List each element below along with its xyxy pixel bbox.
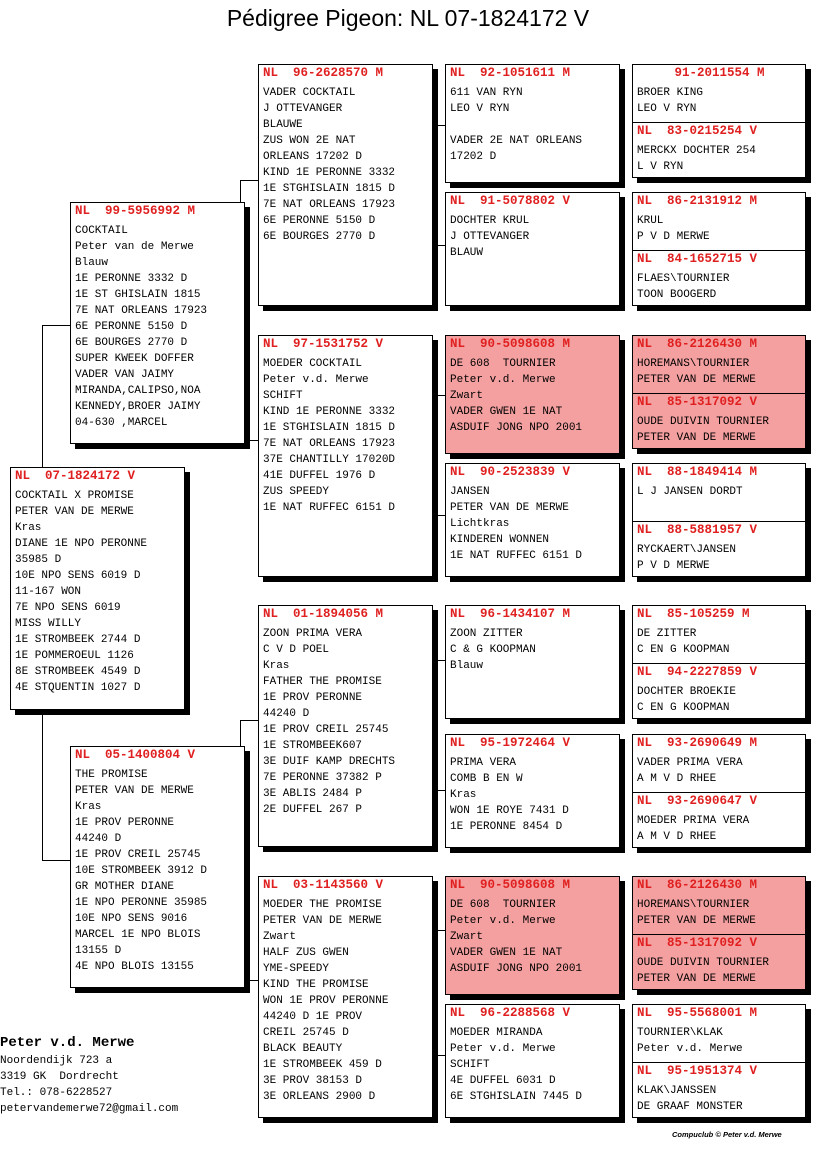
info-line: ASDUIF JONG NPO 2001 bbox=[450, 422, 583, 434]
pigeon-card-ancestor-pair bbox=[632, 1004, 806, 1118]
info-line: 1E PROV PERONNE bbox=[263, 692, 363, 704]
info-line: A M V D RHEE bbox=[637, 773, 717, 785]
info-line: Lichtkras bbox=[450, 518, 510, 530]
owner-email: petervandemerwe72@gmail.com bbox=[0, 1103, 179, 1115]
info-line: 35985 D bbox=[15, 554, 62, 566]
owner-name: Peter v.d. Merwe bbox=[0, 1035, 135, 1051]
pigeon-card-ancestor-pair bbox=[632, 734, 806, 848]
info-line: PETER VAN DE MERWE bbox=[263, 915, 382, 927]
info-line: Zwart bbox=[263, 931, 297, 943]
pigeon-card-sire bbox=[70, 202, 245, 444]
info-line: 1E STROMBEEK 459 D bbox=[263, 1059, 382, 1071]
info-line: 44240 D bbox=[75, 833, 122, 845]
pigeon-card-dam bbox=[70, 746, 245, 988]
info-line: 1E PERONNE 3332 D bbox=[75, 273, 188, 285]
info-line: DE 608 TOURNIER bbox=[450, 358, 556, 370]
pigeon-card-grandparent bbox=[258, 64, 433, 306]
info-line: CREIL 25745 D bbox=[263, 1027, 349, 1039]
info-line: 44240 D 1E PROV bbox=[263, 1011, 363, 1023]
info-line: PETER VAN DE MERWE bbox=[637, 432, 756, 444]
info-line: Zwart bbox=[450, 390, 484, 402]
pigeon-card-ancestor-pair bbox=[632, 605, 806, 719]
ring-number: NL 96-2628570 M bbox=[263, 66, 384, 80]
connector-line bbox=[42, 325, 70, 326]
pigeon-card-grandparent bbox=[258, 876, 433, 1118]
info-line: PETER VAN DE MERWE bbox=[637, 973, 756, 985]
info-line: KLAK\JANSSEN bbox=[637, 1085, 717, 1097]
connector-line bbox=[42, 710, 43, 860]
info-line: COCKTAIL X PROMISE bbox=[15, 490, 134, 502]
info-line: 611 VAN RYN bbox=[450, 87, 523, 99]
info-line: 6E BOURGES 2770 D bbox=[75, 337, 188, 349]
info-line: HALF ZUS GWEN bbox=[263, 947, 349, 959]
info-line: ZOON ZITTER bbox=[450, 628, 523, 640]
info-line: 7E NAT ORLEANS 17923 bbox=[263, 438, 396, 450]
ring-number: NL 94-2227859 V bbox=[637, 665, 758, 679]
info-line: 10E NPO SENS 6019 D bbox=[15, 570, 141, 582]
info-line: 04-630 ,MARCEL bbox=[75, 417, 168, 429]
info-line: 37E CHANTILLY 17020D bbox=[263, 454, 396, 466]
info-line: 7E PERONNE 37382 P bbox=[263, 772, 382, 784]
info-line: WON 1E ROYE 7431 D bbox=[450, 805, 569, 817]
info-line: 1E NAT RUFFEC 6151 D bbox=[450, 550, 583, 562]
info-line: ORLEANS 17202 D bbox=[263, 151, 363, 163]
info-line: P V D MERWE bbox=[637, 560, 710, 572]
connector-line bbox=[240, 180, 258, 181]
pigeon-card-subject bbox=[10, 467, 185, 710]
info-line: C & G KOOPMAN bbox=[450, 644, 536, 656]
pigeon-card-great-grandparent bbox=[445, 64, 620, 183]
ring-number: 91-2011554 M bbox=[637, 66, 765, 80]
info-line: 1E PERONNE 8454 D bbox=[450, 821, 563, 833]
info-line: OUDE DUIVIN TOURNIER bbox=[637, 416, 770, 428]
info-line: Kras bbox=[263, 660, 290, 672]
pigeon-card-ancestor-pair bbox=[632, 64, 806, 178]
info-line: 6E BOURGES 2770 D bbox=[263, 231, 376, 243]
info-line: COCKTAIL bbox=[75, 225, 128, 237]
info-line: 1E ST GHISLAIN 1815 bbox=[75, 289, 201, 301]
pigeon-card-great-grandparent bbox=[445, 463, 620, 577]
info-line: PETER VAN DE MERWE bbox=[637, 915, 756, 927]
info-line: 1E POMMEROEUL 1126 bbox=[15, 650, 134, 662]
info-line: 1E PROV CREIL 25745 bbox=[75, 849, 201, 861]
info-line: DE ZITTER bbox=[637, 628, 697, 640]
pigeon-card-grandparent bbox=[258, 605, 433, 847]
info-line: 44240 D bbox=[263, 708, 310, 720]
info-line: MOEDER THE PROMISE bbox=[263, 899, 382, 911]
info-line: Blauw bbox=[75, 257, 109, 269]
info-line: BLAUW bbox=[450, 247, 484, 259]
info-line: GR MOTHER DIANE bbox=[75, 881, 175, 893]
info-line: HOREMANS\TOURNIER bbox=[637, 899, 750, 911]
info-line: 1E STROMBEEK 2744 D bbox=[15, 634, 141, 646]
info-line: ZUS SPEEDY bbox=[263, 486, 330, 498]
ring-number: NL 83-0215254 V bbox=[637, 124, 758, 138]
info-line: 2E DUFFEL 267 P bbox=[263, 804, 363, 816]
info-line: Zwart bbox=[450, 931, 484, 943]
info-line: 3E PROV 38153 D bbox=[263, 1075, 363, 1087]
info-line: C EN G KOOPMAN bbox=[637, 702, 730, 714]
pigeon-card-great-grandparent bbox=[445, 734, 620, 848]
info-line: 3E ORLEANS 2900 D bbox=[263, 1091, 376, 1103]
info-line: Blauw bbox=[450, 660, 484, 672]
pigeon-card-ancestor-pair bbox=[632, 876, 806, 990]
info-line: JANSEN bbox=[450, 486, 490, 498]
info-line: PETER VAN DE MERWE bbox=[450, 502, 569, 514]
pigeon-card-ancestor-pair bbox=[632, 192, 806, 306]
ring-number: NL 97-1531752 V bbox=[263, 337, 384, 351]
pigeon-card-great-grandparent bbox=[445, 335, 620, 454]
info-line: L V RYN bbox=[637, 161, 684, 173]
info-line: Kras bbox=[15, 522, 42, 534]
info-line: OUDE DUIVIN TOURNIER bbox=[637, 957, 770, 969]
info-line: THE PROMISE bbox=[75, 769, 148, 781]
footer-credit: Compuclub © Peter v.d. Merwe bbox=[672, 1130, 782, 1139]
ring-number: NL 01-1894056 M bbox=[263, 607, 384, 621]
info-line: RYCKAERT\JANSEN bbox=[637, 544, 737, 556]
info-line: 7E NAT ORLEANS 17923 bbox=[75, 305, 208, 317]
ring-number: NL 95-1951374 V bbox=[637, 1064, 758, 1078]
owner-city: 3319 GK Dordrecht bbox=[0, 1071, 119, 1083]
info-line: C EN G KOOPMAN bbox=[637, 644, 730, 656]
info-line: Peter v.d. Merwe bbox=[450, 1043, 556, 1055]
ring-number: NL 93-2690647 V bbox=[637, 794, 758, 808]
ring-number: NL 05-1400804 V bbox=[75, 748, 196, 762]
ring-number: NL 90-2523839 V bbox=[450, 465, 571, 479]
info-line: VADER COCKTAIL bbox=[263, 87, 356, 99]
info-line: C V D POEL bbox=[263, 644, 330, 656]
info-line: 1E PROV PERONNE bbox=[75, 817, 175, 829]
info-line: 6E PERONNE 5150 D bbox=[75, 321, 188, 333]
info-line: L J JANSEN DORDT bbox=[637, 486, 743, 498]
info-line: MOEDER COCKTAIL bbox=[263, 358, 363, 370]
connector-line bbox=[240, 720, 258, 721]
info-line: VADER 2E NAT ORLEANS bbox=[450, 135, 583, 147]
info-line: 1E NAT RUFFEC 6151 D bbox=[263, 502, 396, 514]
ring-number: NL 90-5098608 M bbox=[450, 878, 571, 892]
info-line: ZOON PRIMA VERA bbox=[263, 628, 363, 640]
pigeon-card-grandparent bbox=[258, 335, 433, 577]
info-line: 10E STROMBEEK 3912 D bbox=[75, 865, 208, 877]
info-line: FLAES\TOURNIER bbox=[637, 273, 730, 285]
info-line: SCHIFT bbox=[263, 390, 303, 402]
info-line: COMB B EN W bbox=[450, 773, 523, 785]
info-line: Kras bbox=[450, 789, 477, 801]
ring-number: NL 86-2126430 M bbox=[637, 337, 758, 351]
pigeon-card-great-grandparent bbox=[445, 192, 620, 306]
info-line: Kras bbox=[75, 801, 102, 813]
info-line: PRIMA VERA bbox=[450, 757, 517, 769]
info-line: DIANE 1E NPO PERONNE bbox=[15, 538, 148, 550]
info-line: Peter v.d. Merwe bbox=[450, 374, 556, 386]
ring-number: NL 88-5881957 V bbox=[637, 523, 758, 537]
info-line: DOCHTER BROEKIE bbox=[637, 686, 737, 698]
info-line: 11-167 WON bbox=[15, 586, 82, 598]
info-line: PETER VAN DE MERWE bbox=[15, 506, 134, 518]
info-line: 4E NPO BLOIS 13155 bbox=[75, 961, 194, 973]
info-line: MOEDER PRIMA VERA bbox=[637, 815, 750, 827]
info-line: MOEDER MIRANDA bbox=[450, 1027, 543, 1039]
info-line: LEO V RYN bbox=[637, 103, 697, 115]
ring-number: NL 96-2288568 V bbox=[450, 1006, 571, 1020]
info-line: 13155 D bbox=[75, 945, 122, 957]
info-line: Peter van de Merwe bbox=[75, 241, 194, 253]
info-line: DOCHTER KRUL bbox=[450, 215, 530, 227]
info-line: P V D MERWE bbox=[637, 231, 710, 243]
info-line: 4E DUFFEL 6031 D bbox=[450, 1075, 556, 1087]
ring-number: NL 99-5956992 M bbox=[75, 204, 196, 218]
pigeon-card-ancestor-pair bbox=[632, 335, 806, 449]
ring-number: NL 85-105259 M bbox=[637, 607, 750, 621]
info-line: MARCEL 1E NPO BLOIS bbox=[75, 929, 201, 941]
info-line: BROER KING bbox=[637, 87, 704, 99]
info-line: TOURNIER\KLAK bbox=[637, 1027, 723, 1039]
info-line: TOON BOOGERD bbox=[637, 289, 717, 301]
info-line: 10E NPO SENS 9016 bbox=[75, 913, 188, 925]
info-line: LEO V RYN bbox=[450, 103, 510, 115]
info-line: J OTTEVANGER bbox=[263, 103, 343, 115]
owner-contact bbox=[0, 1033, 178, 1117]
info-line: PETER VAN DE MERWE bbox=[637, 374, 756, 386]
info-line: SUPER KWEEK DOFFER bbox=[75, 353, 194, 365]
info-line: VADER PRIMA VERA bbox=[637, 757, 743, 769]
ring-number: NL 88-1849414 M bbox=[637, 465, 758, 479]
info-line: HOREMANS\TOURNIER bbox=[637, 358, 750, 370]
pigeon-card-great-grandparent bbox=[445, 876, 620, 995]
info-line: 41E DUFFEL 1976 D bbox=[263, 470, 376, 482]
ring-number: NL 92-1051611 M bbox=[450, 66, 571, 80]
info-line: 17202 D bbox=[450, 151, 497, 163]
info-line: VADER GWEN 1E NAT bbox=[450, 947, 563, 959]
info-line: 4E STQUENTIN 1027 D bbox=[15, 682, 141, 694]
info-line: 6E STGHISLAIN 7445 D bbox=[450, 1091, 583, 1103]
info-line: FATHER THE PROMISE bbox=[263, 676, 382, 688]
ring-number: NL 93-2690649 M bbox=[637, 736, 758, 750]
info-line: 8E STROMBEEK 4549 D bbox=[15, 666, 141, 678]
info-line: KIND 1E PERONNE 3332 bbox=[263, 167, 396, 179]
ring-number: NL 85-1317092 V bbox=[637, 936, 758, 950]
info-line: KRUL bbox=[637, 215, 664, 227]
info-line: Peter v.d. Merwe bbox=[263, 374, 369, 386]
info-line: YME-SPEEDY bbox=[263, 963, 330, 975]
ring-number: NL 95-5568001 M bbox=[637, 1006, 758, 1020]
info-line: 1E STGHISLAIN 1815 D bbox=[263, 422, 396, 434]
info-line: 1E STROMBEEK607 bbox=[263, 740, 363, 752]
info-line: BLACK BEAUTY bbox=[263, 1043, 343, 1055]
pigeon-card-great-grandparent bbox=[445, 1004, 620, 1118]
ring-number: NL 86-2131912 M bbox=[637, 194, 758, 208]
page-title: Pédigree Pigeon: NL 07-1824172 V bbox=[226, 5, 590, 31]
ring-number: NL 84-1652715 V bbox=[637, 252, 758, 266]
info-line: KINDEREN WONNEN bbox=[450, 534, 550, 546]
info-line: 6E PERONNE 5150 D bbox=[263, 215, 376, 227]
ring-number: NL 03-1143560 V bbox=[263, 878, 384, 892]
pigeon-card-ancestor-pair bbox=[632, 463, 806, 577]
owner-address: Noordendijk 723 a bbox=[0, 1055, 113, 1067]
pigeon-card-great-grandparent bbox=[445, 605, 620, 719]
info-line: VADER GWEN 1E NAT bbox=[450, 406, 563, 418]
ring-number: NL 07-1824172 V bbox=[15, 469, 136, 483]
info-line: 7E NAT ORLEANS 17923 bbox=[263, 199, 396, 211]
info-line: MERCKX DOCHTER 254 bbox=[637, 145, 756, 157]
info-line: WON 1E PROV PERONNE bbox=[263, 995, 389, 1007]
connector-line bbox=[42, 325, 43, 468]
info-line: MISS WILLY bbox=[15, 618, 82, 630]
info-line: ZUS WON 2E NAT bbox=[263, 135, 356, 147]
ring-number: NL 85-1317092 V bbox=[637, 395, 758, 409]
info-line: DE 608 TOURNIER bbox=[450, 899, 556, 911]
ring-number: NL 86-2126430 M bbox=[637, 878, 758, 892]
info-line: 7E NPO SENS 6019 bbox=[15, 602, 121, 614]
info-line: SCHIFT bbox=[450, 1059, 490, 1071]
info-line: KIND 1E PERONNE 3332 bbox=[263, 406, 396, 418]
ring-number: NL 90-5098608 M bbox=[450, 337, 571, 351]
info-line: BLAUWE bbox=[263, 119, 303, 131]
owner-phone: Tel.: 078-6228527 bbox=[0, 1087, 113, 1099]
info-line: 1E STGHISLAIN 1815 D bbox=[263, 183, 396, 195]
info-line: A M V D RHEE bbox=[637, 831, 717, 843]
info-line: DE GRAAF MONSTER bbox=[637, 1101, 743, 1113]
info-line: MIRANDA,CALIPSO,NOA bbox=[75, 385, 201, 397]
info-line: J OTTEVANGER bbox=[450, 231, 530, 243]
info-line: ASDUIF JONG NPO 2001 bbox=[450, 963, 583, 975]
ring-number: NL 91-5078802 V bbox=[450, 194, 571, 208]
info-line: KENNEDY,BROER JAIMY bbox=[75, 401, 201, 413]
connector-line bbox=[42, 860, 70, 861]
info-line: VADER VAN JAIMY bbox=[75, 369, 175, 381]
info-line: Peter v.d. Merwe bbox=[450, 915, 556, 927]
info-line: PETER VAN DE MERWE bbox=[75, 785, 194, 797]
info-line: 1E PROV CREIL 25745 bbox=[263, 724, 389, 736]
info-line: 3E DUIF KAMP DRECHTS bbox=[263, 756, 396, 768]
ring-number: NL 95-1972464 V bbox=[450, 736, 571, 750]
ring-number: NL 96-1434107 M bbox=[450, 607, 571, 621]
info-line: Peter v.d. Merwe bbox=[637, 1043, 743, 1055]
info-line: KIND THE PROMISE bbox=[263, 979, 369, 991]
info-line: 3E ABLIS 2484 P bbox=[263, 788, 363, 800]
info-line: 1E NPO PERONNE 35985 bbox=[75, 897, 208, 909]
info-line bbox=[450, 117, 619, 133]
